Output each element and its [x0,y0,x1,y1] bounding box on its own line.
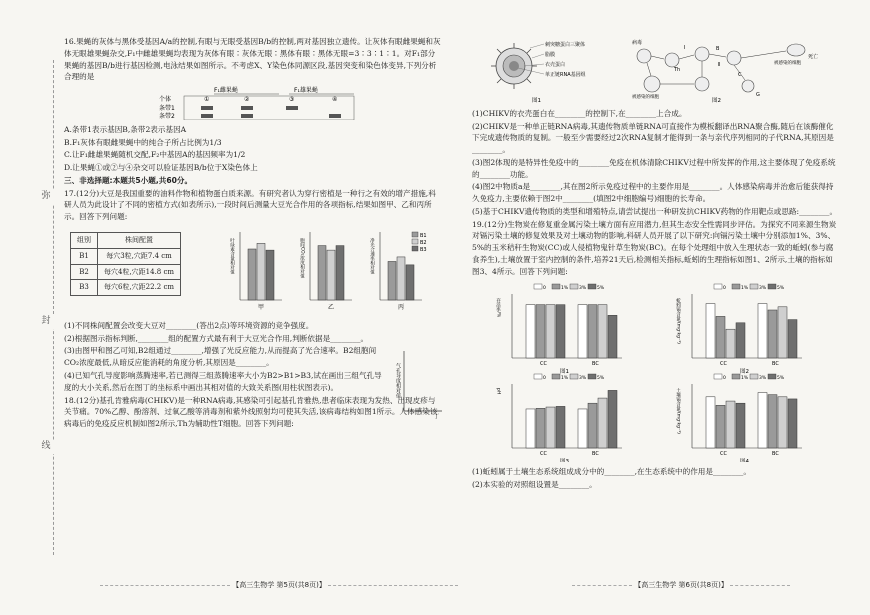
q16-option-b: B.F₁灰体有眼雌果蝇中的纯合子所占比例为1/3 [64,137,222,147]
legend-swatch [570,374,578,379]
q17-table [70,232,181,296]
bar-CC-0 [706,304,715,358]
fig2-label: C [738,72,742,78]
group-label: CC [720,451,727,458]
bar-B1 [248,249,256,300]
legend-label: 5% [777,286,785,292]
q17-figure-row [64,224,442,320]
legend-swatch [534,284,542,289]
group-label: BC [592,361,599,368]
gel-row-band2: 条带2 [159,113,175,121]
bar-CC-3% [726,330,735,359]
gel-band [201,114,213,118]
cell-shape [695,47,709,61]
legend-swatch [714,284,722,289]
bar-BC-1% [588,404,597,449]
binding-line [38,60,54,555]
cell-shape [637,49,651,63]
legend-label: B1 [420,232,427,239]
legend-swatch [552,374,560,379]
legend-label: 5% [597,376,605,382]
bar-B3 [336,246,344,300]
bar-BC-3% [778,397,787,448]
fig2-caption: 图2 [712,98,721,104]
right-column [472,36,840,492]
chart-caption: 图1 [560,369,569,376]
gel-lane-1: ① [204,96,210,104]
gel-lane-4: ④ [332,96,338,104]
fig2-label: G [756,92,760,98]
fig2-label: Ⅱ [718,62,721,68]
bar-BC-5% [608,391,617,449]
legend-label: 3% [579,376,587,382]
binding-label-3: 线 [38,440,54,454]
legend-label: 0 [723,376,726,382]
q18-figures [472,36,840,104]
q18-part-3: (3)图2体现的是特异性免疫中的________免疫在机体清除CHIKV过程中所发挥的作用,这主要体现了免疫系统的________功能。 [472,157,836,179]
q19-bar-charts [472,278,840,462]
q17-table-header: 组别 [71,232,98,248]
q16-option-c: C.让F₁雌雄果蝇随机交配,F₂中基因A的基因频率为1/2 [64,150,246,160]
binding-label-2: 封 [38,315,54,329]
legend-label: B2 [420,239,427,246]
chart-ylabel: pH [495,388,501,395]
bar-CC-0 [526,305,535,358]
gel-band [329,114,341,118]
q18-part-5: (5)基于CHIKV遗传物质的类型和增殖特点,请尝试提出一种研发抗CHIKV药物的作用靶点或思路:________。 [472,206,838,216]
virus-diagram [491,41,586,104]
bar-BC-3% [598,399,607,449]
footer-left-text: 【高三生物学 第5页(共8页)】 [232,581,326,589]
chart-ylabel: 存活率/% [495,298,501,318]
bar-B1 [318,246,326,300]
bar-BC-0 [758,304,767,358]
fig1-caption: 图1 [532,98,541,104]
legend-label: 1% [561,376,569,382]
gel-figure [64,84,442,120]
bar-CC-0 [706,397,715,448]
cell-shape [727,51,741,65]
bar-BC-5% [788,399,797,448]
q17-blank-axis [390,347,444,419]
bar-CC-5% [736,323,745,358]
legend-swatch [768,374,776,379]
bar-CC-1% [536,305,545,358]
bar-BC-1% [768,310,777,358]
bar-BC-1% [768,395,777,448]
legend-label: 3% [759,286,767,292]
bar-BC-5% [788,320,797,358]
chart-ylabel: 胞间CO₂浓度相对值 [299,237,305,278]
chart-caption: 甲 [258,303,265,311]
legend-swatch [750,374,758,379]
immune-diagram [632,39,818,104]
q17-blank-axis-xlabel: 丁 [434,413,440,419]
q17-blank-axis-ylabel: 气孔导度相对值 [395,362,401,398]
legend-swatch [714,374,722,379]
q17-table-cell: 每穴3粒,穴距7.4 cm [98,248,181,264]
q17-stem: 17.(12分)大豆是我国重要的油料作物和植物蛋白质来源。有研究者认为穿行密植是一种行之有效的增产措施,科研人员为此设计了不同的密植方式(如表所示),一段时间后测量大豆光合作用的各项指标,结果如图甲、乙和丙所示。回答下列问题: [64,188,436,222]
q17-table-cell: B3 [71,280,98,296]
gel-lane-2: ② [244,96,250,104]
group-label: CC [720,361,727,368]
footer-right [572,580,790,591]
legend-swatch [412,232,418,237]
bar-BC-0 [758,393,767,448]
legend-swatch [750,284,758,289]
q17-part-2: (2)根据图示指标判断,________组的配置方式最有利于大豆光合作用,判断依据是________。 [64,333,369,343]
chart-ylabel: 净光合速率相对值 [369,237,375,274]
cell-shape [665,53,679,67]
bar-BC-3% [778,307,787,358]
q16-option-a: A.条带1表示基因B,条带2表示基因A [64,124,187,134]
cell-shape [742,80,754,92]
gel-row-individual: 个体 [159,96,172,104]
fig2-label: 被感染的细胞 [774,61,801,66]
legend-label: B3 [420,246,427,253]
bar-BC-5% [608,316,617,359]
bar-BC-0 [578,409,587,448]
q17-table-cell: B1 [71,248,98,264]
gel-header-male: F₁雄果蝇 [294,87,318,95]
legend-label: 1% [741,286,749,292]
cell-shape [695,77,709,91]
bar-B3 [266,250,274,300]
q17-part-4: (4)已知气孔导度影响蒸腾速率,若已测得三组蒸腾速率大小为B2>B1>B3,试在画出三组气孔导度的大小关系,然后在图丁的坐标系中画出其相对值的大致关系图(用柱状图表示)。 [64,371,382,392]
legend-swatch [732,374,740,379]
bar-CC-0 [526,409,535,448]
q16-stem: 16.果蝇的灰体与黑体受基因A/a的控制,有眼与无眼受基因B/b的控制,两对基因独立遗传。让灰体有眼雌果蝇和灰体无眼雄果蝇杂交,F₁中雌雄果蝇均表现为灰体有眼∶灰体无眼∶黑体有眼∶黑体无眼=3∶3∶1∶1。对F₁部分果蝇的基因B/b进行基因检测,电泳结果如图所示。不考虑X、Y染色体同源区段,基因突变和染色体变异,下列分析合理的是 [64,37,441,82]
binding-label-1: 弥 [38,190,54,204]
bar-CC-3% [546,408,555,449]
bar-CC-1% [536,409,545,449]
fig2-label: Ⅰ [684,45,686,51]
group-label: BC [772,451,779,458]
footer-left [100,580,458,591]
gel-row-band1: 条带1 [159,105,175,113]
bar-BC-3% [598,305,607,358]
fig2-label: B [716,46,720,52]
legend-swatch [768,284,776,289]
bar-B3 [406,265,414,300]
q18-stem: 18.(12分)基孔肯雅病毒(CHIKV)是一种RNA病毒,其感染可引起基孔肯雅热,患者临床表现为发热、出现皮疹与关节痛。70%乙醇、酚溶剂、过氧乙酸等消毒剂和紫外线照射均可使其失活,该病毒结构如图1所示。人体感染该病毒后的免疫反应机制如图2所示,Th为辅助性T细胞。回答下列问题: [64,395,438,429]
fig2-label: 死亡 [808,54,819,60]
bar-CC-1% [716,317,725,359]
chart-ylabel: 土壤镉含量/(mg·kg⁻¹) [675,388,681,435]
legend-swatch [570,284,578,289]
fig1-label: 刺突糖蛋白三聚体 [545,42,586,48]
bar-CC-3% [546,305,555,358]
q17-table-header: 株间配置 [98,232,181,248]
fig1-label: 脂膜 [545,52,556,58]
group-label: BC [772,361,779,368]
legend-label: 3% [759,376,767,382]
chart-ylabel: 叶绿素含量相对值 [229,237,235,274]
bar-CC-5% [736,404,745,449]
bar-CC-5% [556,305,565,358]
gel-band [241,114,253,118]
fig2-label: 被感染的细胞 [632,95,659,100]
q17-part-1: (1)不同株间配置会改变大豆对________(答出2点)等环境资源的竞争强度。 [64,320,314,330]
bar-B1 [388,261,396,300]
legend-label: 0 [543,286,546,292]
legend-label: 1% [561,286,569,292]
legend-label: 5% [597,286,605,292]
fig2-label: 病毒 [632,40,643,46]
bar-CC-1% [716,406,725,449]
cell-shape [644,76,660,92]
group-label: CC [540,451,547,458]
chart-caption: 图2 [740,369,749,376]
bar-B2 [397,257,405,300]
chart-caption: 丙 [398,303,405,311]
group-label: BC [592,451,599,458]
chart-caption: 图3 [560,459,569,463]
chart-ylabel: 蚯蚓镉含量/(mg·kg⁻¹) [675,298,681,345]
q19-part-1: (1)蚯蚓属于土壤生态系统组成成分中的________,在生态系统中的作用是________。 [472,467,751,477]
q18-part-2: (2)CHIKV是一种单正链RNA病毒,其遗传物质单链RNA可直接作为模板翻译出RNA聚合酶,随后在该酶催化下完成遗传物质的复制。一般至少需要经过2次RNA复制才能得到一条与亲代序列相同的子代RNA,其原因是________。 [472,121,834,155]
legend-swatch [412,239,418,244]
q16-option-d: D.让果蝇①或②与④杂交可以验证基因B/b位于X染色体上 [64,163,258,173]
gel-band [241,106,253,110]
fig1-label: 单正链RNA基因组 [545,72,586,78]
legend-label: 0 [543,376,546,382]
legend-swatch [732,284,740,289]
fig1-label: 衣壳蛋白 [545,62,566,68]
q17-table-cell: 每穴4粒,穴距14.8 cm [98,264,181,280]
legend-label: 3% [579,286,587,292]
gel-band [201,106,213,110]
legend-swatch [552,284,560,289]
q19-stem: 19.(12分)生物炭在修复重金属污染土壤方面有应用潜力,但其生态安全性需同步评估。为探究不同来源生物炭对镉污染土壤的修复效果及对土壤动物的影响,科研人员开展了以下研究:向镉污染土壤中分别添加1%、3%、5%的玉米秸秆生物炭(CC)或人侵植物鬼针草生物炭(BC)。在每个处理组中放入生理状态一致的蚯蚓(参与腐食养生),土壤放置于室内控制的条件,培养21天后,检测相关指标,蚯蚓的生理指标如图1、2所示,土壤的指标如图3、4所示。回答下列问题: [472,219,837,276]
bar-B2 [257,243,265,300]
section-3-title: 三、非选择题:本题共5小题,共60分。 [64,175,193,185]
legend-label: 5% [777,376,785,382]
cell-shape [787,44,805,56]
fig2-label: Th [674,67,681,73]
legend-swatch [412,246,418,251]
bar-B2 [327,250,335,300]
q17-table-cell: 每穴6粒,穴距22.2 cm [98,280,181,296]
q17-part-3: (3)由图甲和图乙可知,B2组通过________,增强了光反应能力,从而提高了光合速率。B2组胞间CO₂浓度最低,从暗反应能消耗的角度分析,其原因是________。 [64,346,377,368]
group-label: CC [540,361,547,368]
gel-lane-3: ③ [289,96,295,104]
gel-header-female: F₁雌果蝇 [214,87,238,95]
chart-caption: 图4 [740,459,749,463]
gel-band [286,106,298,110]
q18-part-4: (4)图2中物质a是________,其在图2所示免疫过程中的主要作用是________。人体感染病毒并治愈后能获得持久免疫力,主要依赖于图2中________(填图2中细胞编号)细胞的长寿命。 [472,182,834,204]
legend-swatch [534,374,542,379]
left-column [64,36,442,431]
legend-swatch [588,284,596,289]
q17-table-cell: B2 [71,264,98,280]
bar-CC-5% [556,407,565,449]
bar-CC-3% [726,402,735,449]
bar-BC-0 [578,305,587,358]
q18-part-1: (1)CHIKV的衣壳蛋白在________的控制下,在________上合成。 [472,108,687,118]
chart-caption: 乙 [328,303,335,311]
footer-right-text: 【高三生物学 第6页(共8页)】 [634,581,728,589]
legend-label: 0 [723,286,726,292]
q19-part-2: (2)本实验的对照组设置是________。 [472,480,597,490]
q17-bar-charts [222,224,442,320]
legend-swatch [588,374,596,379]
legend-label: 1% [741,376,749,382]
bar-BC-1% [588,305,597,358]
